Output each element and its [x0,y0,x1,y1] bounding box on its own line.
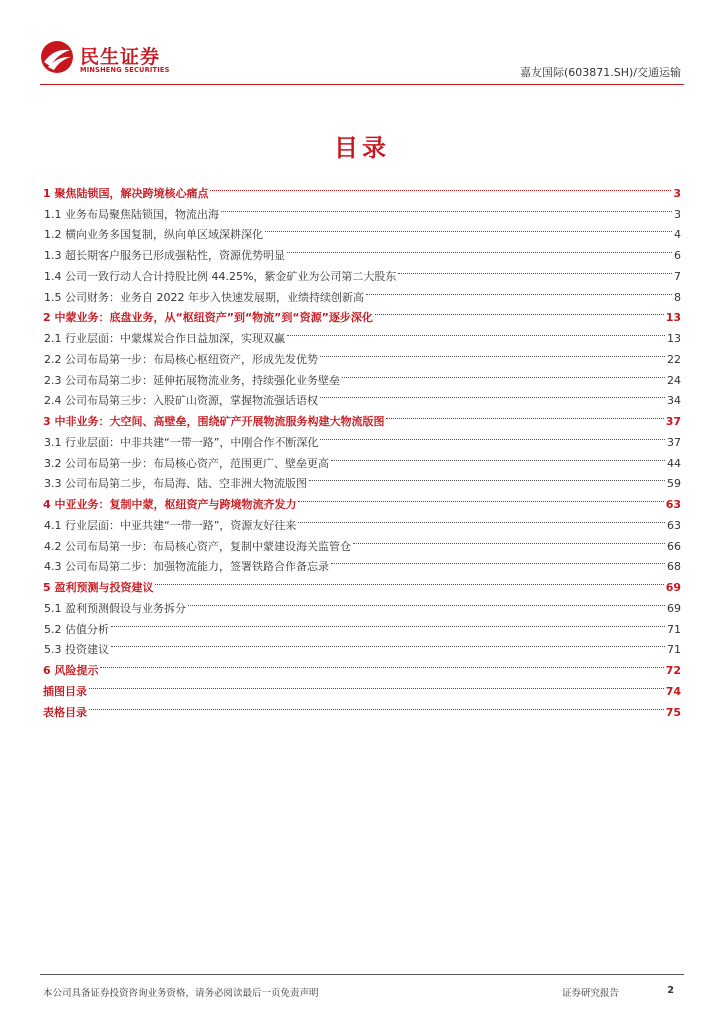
toc-entry-label: 3.3 公司布局第二步，布局海、陆、空非洲大物流版图 [44,477,307,491]
toc-entry-label: 5.3 投资建议 [44,643,109,657]
toc-entry-label: 4 中亚业务：复制中蒙，枢纽资产与跨境物流齐发力 [43,498,297,511]
toc-leader-dots [265,218,672,239]
toc-leader-dots [298,487,663,508]
toc-entry-page: 63 [665,498,681,511]
toc-entry-page: 3 [673,186,681,200]
toc-entry-label: 5.2 估值分析 [44,622,109,636]
toc-entry-label: 4.1 行业层面：中亚共建“一带一路”，资源友好往来 [44,518,297,532]
toc-entry-page: 59 [667,477,681,491]
toc-entry-label: 2.1 行业层面：中蒙煤炭合作日益加深，实现双赢 [44,332,285,345]
toc-entry-label: 1.4 公司一致行动人合计持股比例 44.25%，紫金矿业为公司第二大股东 [44,269,397,283]
toc-entry-page: 4 [674,228,681,242]
toc-entry-page: 68 [667,560,681,574]
toc-entry[interactable] [43,653,681,677]
toc-leader-dots [89,674,664,695]
toc-entry-label: 5 盈利预测与投资建议 [43,581,154,594]
page-title: 目录 [334,134,390,162]
toc-leader-dots [221,197,672,218]
toc-entry-label: 1.5 公司财务：业务自 2022 年步入快速发展期，业绩持续创新高 [44,290,364,304]
toc-entry-page: 37 [665,415,681,428]
toc-entry[interactable] [43,176,681,200]
toc-leader-dots [155,570,663,591]
toc-leader-dots [320,342,665,363]
toc-entry-page: 44 [667,456,681,470]
header-company-ticker: 嘉友国际(603871.SH)/交通运输 [519,66,681,79]
toc-entry-page: 69 [667,601,681,615]
toc-entry-label: 2 中蒙业务：底盘业务，从“枢纽资产”到“物流”到“资源”逐步深化 [43,311,373,325]
toc-entry[interactable] [43,612,681,636]
header-divider [40,84,684,85]
toc-entry-label: 1.2 横向业务多国复制，纵向单区域深耕深化 [44,228,263,242]
toc-entry-label: 4.3 公司布局第二步：加强物流能力，签署铁路合作备忘录 [44,560,329,574]
toc-leader-dots [89,695,664,716]
toc-entry-page: 8 [674,290,681,304]
toc-entry-label: 2.2 公司布局第一步：布局核心枢纽资产，形成先发优势 [44,352,318,366]
toc-entry-label: 3.2 公司布局第一步：布局核心资产，范围更广、壁垒更高 [44,456,329,470]
footer-doc-type: 证券研究报告 [562,988,620,999]
toc-leader-dots [331,446,665,467]
toc-entry-label: 1.3 超长期客户服务已形成强粘性，资源优势明显 [44,249,285,262]
toc-entry-label: 1.1 业务布局聚焦陆锁国，物流出海 [44,207,219,221]
toc-entry-label: 6 风险提示 [43,664,99,677]
toc-entry-page: 7 [674,269,681,283]
toc-entry-page: 71 [667,643,681,657]
toc-entry-page: 66 [667,539,681,553]
toc-entry-page: 72 [665,664,681,677]
toc-entry-label: 5.1 盈利预测假设与业务拆分 [44,601,186,615]
toc-leader-dots [287,321,665,342]
footer-page-number: 2 [667,985,674,996]
toc-entry-label: 4.2 公司布局第一步：布局核心资产，复制中蒙建设海关监管仓 [44,539,351,553]
toc-entry-page: 22 [667,352,681,366]
toc-leader-dots [111,633,665,654]
toc-entry-label: 2.4 公司布局第三步：入股矿山资源，掌握物流强话语权 [44,394,318,408]
toc-leader-dots [100,653,663,674]
toc-entry-page: 75 [665,705,681,719]
brand-name-en: MINSHENG SECURITIES [80,66,170,74]
toc-entry-page: 37 [667,435,681,449]
toc-entry-page: 13 [667,332,681,345]
toc-leader-dots [375,301,664,322]
toc-entry-label: 插图目录 [43,684,87,698]
toc-entry-label: 3.1 行业层面：中非共建“一带一路”，中刚合作不断深化 [44,435,319,449]
toc-leader-dots [398,259,672,280]
toc-leader-dots [210,176,671,197]
toc-entry-label: 1 聚焦陆锁国，解决跨境核心痛点 [43,186,209,200]
toc-leader-dots [342,363,665,384]
toc-leader-dots [353,529,665,550]
toc-leader-dots [366,280,672,301]
toc-entry-page: 3 [674,207,681,221]
toc-entry-page: 6 [674,249,681,262]
table-of-contents [43,176,681,719]
brand-logo [40,40,190,80]
toc-entry-page: 71 [667,622,681,636]
toc-leader-dots [111,612,665,633]
toc-leader-dots [320,425,665,446]
toc-entry-label: 表格目录 [43,705,87,719]
toc-entry[interactable] [43,633,681,657]
toc-entry-page: 13 [665,311,681,325]
toc-entry-page: 63 [667,518,681,532]
footer-disclaimer: 本公司具备证券投资咨询业务资格，请务必阅读最后一页免责声明 [43,988,319,999]
toc-leader-dots [309,467,665,488]
toc-leader-dots [331,550,665,571]
toc-entry-page: 34 [667,394,681,408]
toc-entry[interactable] [43,695,681,719]
minsheng-logo-icon [40,40,74,74]
toc-leader-dots [298,508,665,529]
toc-entry-label: 2.3 公司布局第二步：延伸拓展物流业务，持续强化业务壁垒 [44,373,340,387]
toc-entry-page: 69 [665,581,681,594]
toc-leader-dots [386,404,663,425]
toc-leader-dots [287,238,672,259]
toc-leader-dots [320,384,665,405]
toc-entry-page: 74 [665,684,681,698]
brand-name-cn: 民生证券 [80,46,161,68]
toc-leader-dots [188,591,665,612]
toc-entry-page: 24 [667,373,681,387]
toc-entry-label: 3 中非业务：大空间、高壁垒，围绕矿产开展物流服务构建大物流版图 [43,415,385,428]
toc-entry[interactable] [43,674,681,698]
footer-divider [40,974,684,975]
